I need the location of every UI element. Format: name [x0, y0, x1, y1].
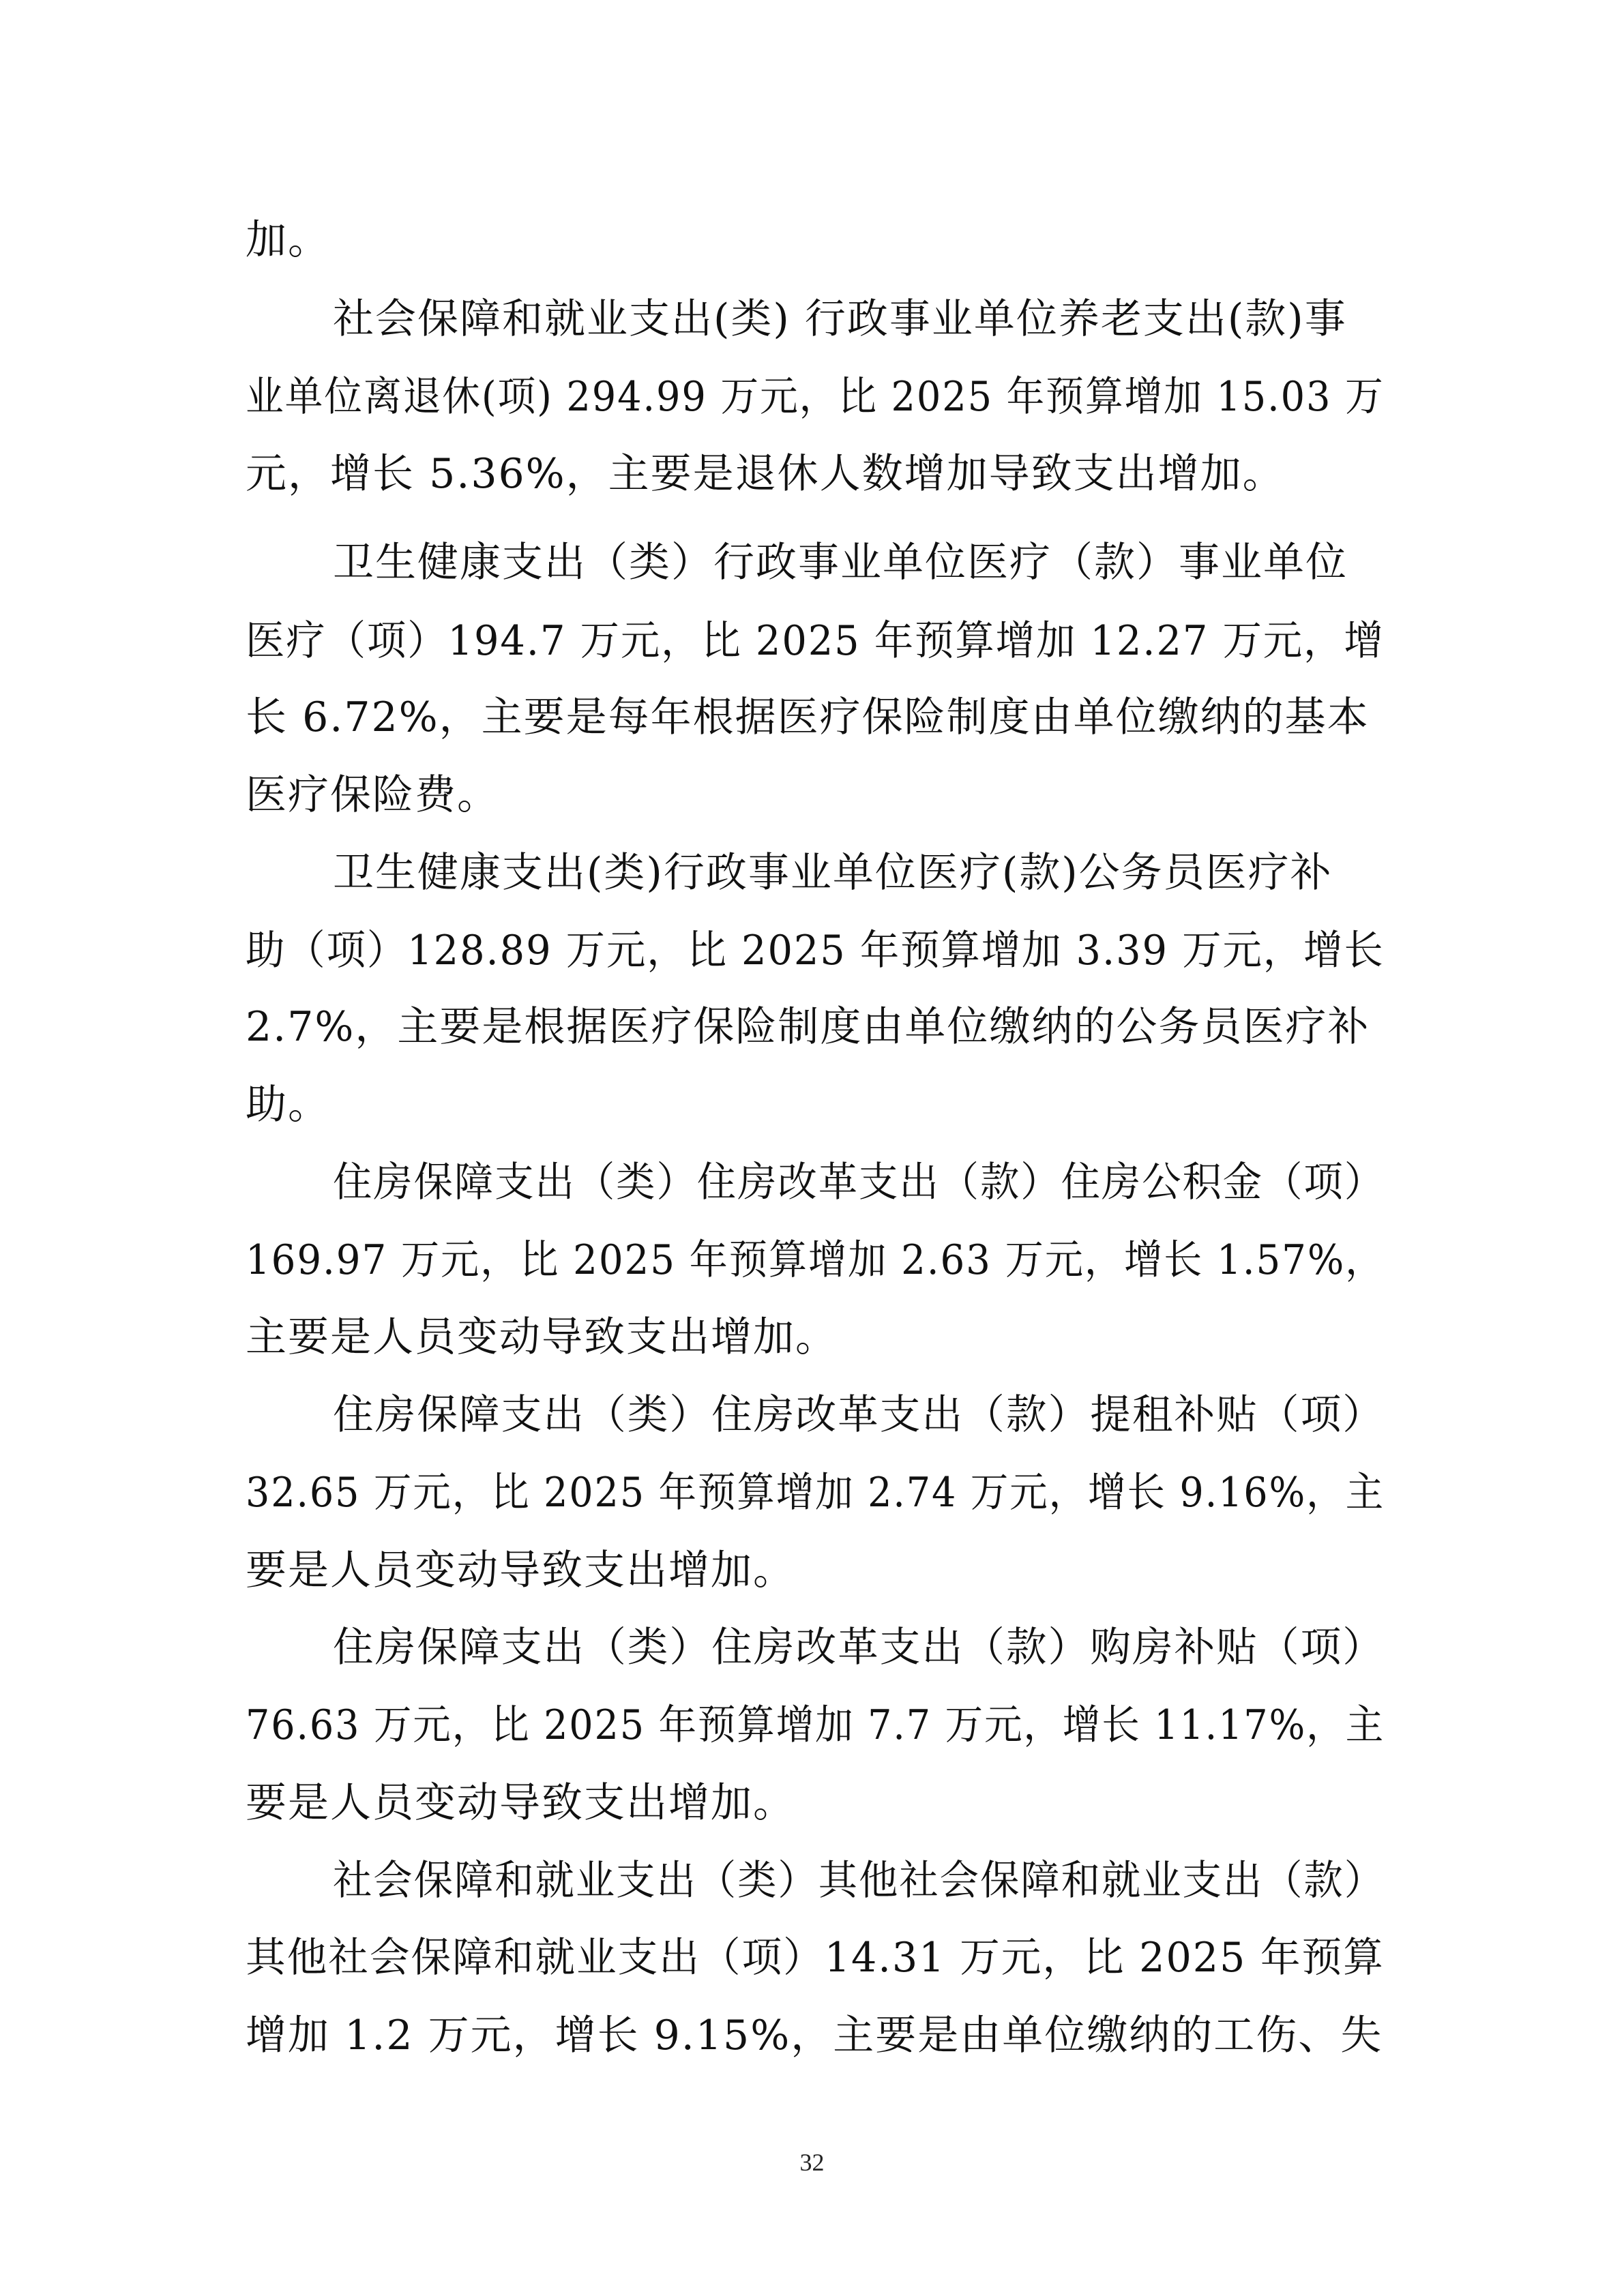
paragraph-line: 卫生健康支出(类)行政事业单位医疗(款)公务员医疗补 [333, 849, 1333, 897]
text-line: 增加 1.2 万元，增长 9.15%，主要是由单位缴纳的工伤、失 [246, 2012, 1383, 2059]
text-line: 32.65 万元，比 2025 年预算增加 2.74 万元，增长 9.16%，主 [246, 1469, 1385, 1517]
text-line: 其他社会保障和就业支出（项）14.31 万元，比 2025 年预算 [246, 1934, 1385, 1982]
page-number: 32 [799, 2149, 825, 2176]
text-line: 169.97 万元，比 2025 年预算增加 2.63 万元，增长 1.57%， [246, 1236, 1385, 1284]
text-line: 助。 [246, 1081, 330, 1129]
text-line: 要是人员变动导致支出增加。 [246, 1779, 795, 1827]
text-line: 加。 [246, 216, 330, 264]
text-line: 主要是人员变动导致支出增加。 [246, 1313, 838, 1361]
paragraph-line: 卫生健康支出（类）行政事业单位医疗（款）事业单位 [333, 539, 1348, 586]
paragraph-line: 社会保障和就业支出（类）其他社会保障和就业支出（款） [333, 1857, 1385, 1905]
text-line: 76.63 万元，比 2025 年预算增加 7.7 万元，增长 11.17%，主 [246, 1701, 1385, 1749]
paragraph-line: 住房保障支出（类）住房改革支出（款）提租补贴（项） [333, 1391, 1385, 1439]
text-line: 2.7%，主要是根据医疗保险制度由单位缴纳的公务员医疗补 [246, 1003, 1370, 1051]
paragraph-line: 住房保障支出（类）住房改革支出（款）购房补贴（项） [333, 1624, 1385, 1671]
text-line: 要是人员变动导致支出增加。 [246, 1547, 795, 1594]
text-line: 助（项）128.89 万元，比 2025 年预算增加 3.39 万元，增长 [246, 927, 1385, 974]
text-line: 医疗保险费。 [246, 771, 499, 819]
text-line: 业单位离退休(项) 294.99 万元，比 2025 年预算增加 15.03 万 [246, 373, 1385, 421]
text-line: 医疗（项）194.7 万元，比 2025 年预算增加 12.27 万元，增 [246, 617, 1385, 665]
paragraph-line: 社会保障和就业支出(类) 行政事业单位养老支出(款)事 [333, 295, 1347, 343]
text-line: 元，增长 5.36%，主要是退休人数增加导致支出增加。 [246, 450, 1285, 498]
text-line: 长 6.72%，主要是每年根据医疗保险制度由单位缴纳的基本 [246, 694, 1370, 741]
paragraph-line: 住房保障支出（类）住房改革支出（款）住房公积金（项） [333, 1159, 1385, 1206]
